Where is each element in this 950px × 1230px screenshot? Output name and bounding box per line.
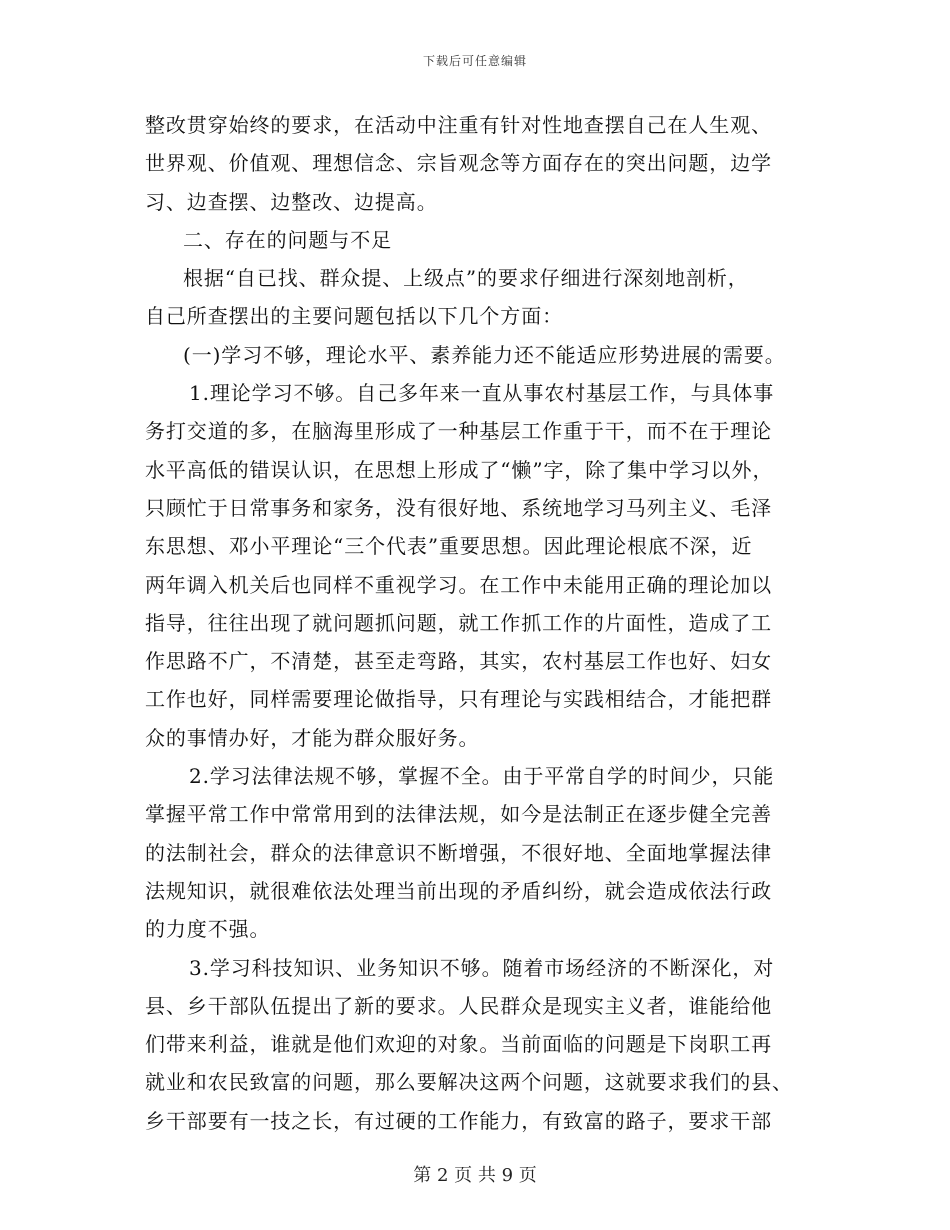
section-heading: 二、存在的问题与不足 xyxy=(183,227,392,252)
document-body xyxy=(145,106,810,1140)
text-line: 务打交道的多，在脑海里形成了一种基层工作重于干，而不在于理论 xyxy=(145,419,772,444)
text-line: 们带来利益，谁就是他们欢迎的对象。当前面临的问题是下岗职工再 xyxy=(145,1032,772,1057)
text-line: 整改贯穿始终的要求，在活动中注重有针对性地查摆自己在人生观、 xyxy=(145,113,772,137)
text-line: 乡干部要有一技之长，有过硬的工作能力，有致富的路子，要求干部 xyxy=(145,1108,772,1133)
text-line: 就业和农民致富的问题，那么要解决这两个问题，这就要求我们的县、 xyxy=(145,1070,793,1095)
text-line: 水平高低的错误认识，在思想上形成了“懒”字，除了集中学习以外， xyxy=(145,457,774,482)
text-line: 作思路不广，不清楚，甚至走弯路，其实，农村基层工作也好、妇女 xyxy=(145,649,772,674)
text-line: 法规知识，就很难依法处理当前出现的矛盾纠纷，就会造成依法行政 xyxy=(145,878,772,903)
subsection-heading: (一)学习不够，理论水平、素养能力还不能适应形势进展的需要。 xyxy=(183,342,786,367)
text-line: 指导，往往出现了就问题抓问题，就工作抓工作的片面性，造成了工 xyxy=(145,610,772,635)
text-line: 习、边查摆、边整改、边提高。 xyxy=(145,189,438,214)
text-line: 工作也好，同样需要理论做指导，只有理论与实践相结合，才能把群 xyxy=(145,687,772,712)
text-line: 根据“自已找、群众提、上级点”的要求仔细进行深刻地剖析， xyxy=(183,266,749,291)
text-line: 的力度不强。 xyxy=(145,917,271,942)
text-line: 自己所查摆出的主要问题包括以下几个方面： xyxy=(145,304,563,329)
text-line: 两年调入机关后也同样不重视学习。在工作中未能用正确的理论加以 xyxy=(145,572,772,597)
text-line: 东思想、邓小平理论“三个代表”重要思想。因此理论根底不深，近 xyxy=(145,534,753,559)
text-line: 众的事情办好，才能为群众服好务。 xyxy=(145,725,480,750)
text-line: 世界观、价值观、理想信念、宗旨观念等方面存在的突出问题，边学 xyxy=(145,151,772,176)
page-number: 第 2 页 共 9 页 xyxy=(413,1165,537,1186)
page-header: 下载后可任意编辑 xyxy=(422,54,527,68)
text-line: 掌握平常工作中常常用到的法律法规，如今是法制正在逐步健全完善 xyxy=(145,802,772,827)
text-line: 县、乡干部队伍提出了新的要求。人民群众是现实主义者，谁能给他 xyxy=(145,993,772,1018)
text-line: 3.学习科技知识、业务知识不够。随着市场经济的不断深化，对 xyxy=(189,955,775,980)
text-line: 1.理论学习不够。自己多年来一直从事农村基层工作，与具体事 xyxy=(189,381,775,406)
text-line: 2.学习法律法规不够，掌握不全。由于平常自学的时间少，只能 xyxy=(189,764,775,789)
text-line: 只顾忙于日常事务和家务，没有很好地、系统地学习马列主义、毛泽 xyxy=(145,495,772,520)
text-line: 的法制社会，群众的法律意识不断增强，不很好地、全面地掌握法律 xyxy=(145,840,772,865)
